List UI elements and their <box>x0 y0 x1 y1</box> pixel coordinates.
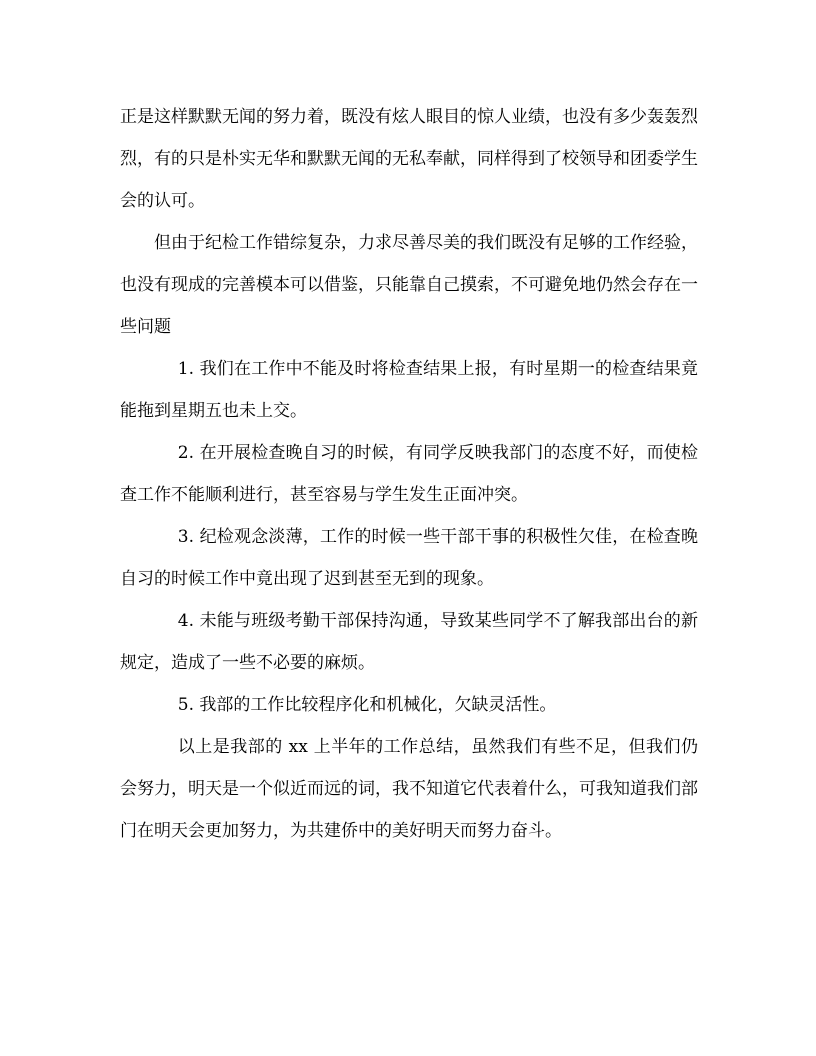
paragraph-continuation: 正是这样默默无闻的努力着，既没有炫人眼目的惊人业绩，也没有多少轰轰烈烈，有的只是朴实无华和默默无闻的无私奉献，同样得到了校领导和团委学生会的认可。 <box>120 107 698 211</box>
list-item-3: 3. 纪检观念淡薄，工作的时候一些干部干事的积极性欠佳，在检查晚自习的时候工作中竟出现了迟到甚至无到的现象。 <box>120 527 698 589</box>
list-item-1: 1. 我们在工作中不能及时将检查结果上报，有时星期一的检查结果竟能拖到星期五也未上交。 <box>120 359 698 421</box>
list-item-4: 4. 未能与班级考勤干部保持沟通，导致某些同学不了解我部出台的新规定，造成了一些不必要的麻烦。 <box>120 611 698 673</box>
paragraph-issues-intro: 但由于纪检工作错综复杂，力求尽善尽美的我们既没有足够的工作经验，也没有现成的完善模本可以借鉴，只能靠自己摸索，不可避免地仍然会存在一些问题 <box>120 233 698 337</box>
list-item-5: 5. 我部的工作比较程序化和机械化，欠缺灵活性。 <box>177 695 557 715</box>
list-item-2: 2. 在开展检查晚自习的时候，有同学反映我部门的态度不好，而使检查工作不能顺利进行，甚至容易与学生发生正面冲突。 <box>120 443 698 505</box>
paragraph-conclusion: 以上是我部的 xx 上半年的工作总结，虽然我们有些不足，但我们仍会努力，明天是一个似近而远的词，我不知道它代表着什么，可我知道我们部门在明天会更加努力，为共建侨中的美好明天而努力奋斗。 <box>120 737 698 841</box>
document-body <box>120 96 698 852</box>
